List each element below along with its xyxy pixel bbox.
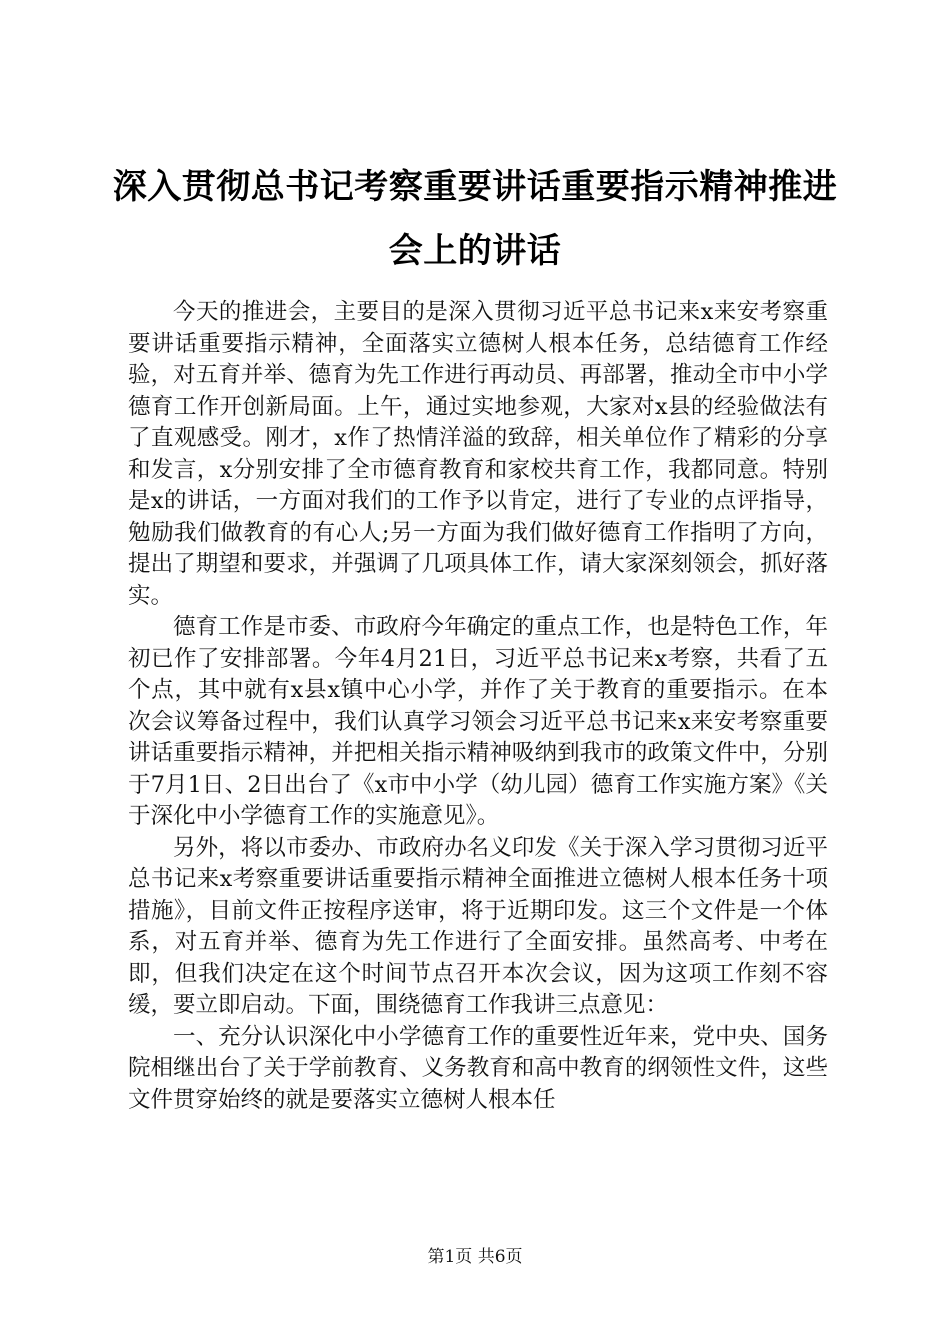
- paragraph: 另外，将以市委办、市政府办名义印发《关于深入学习贯彻习近平总书记来x考察重要讲话重要指示精神全面推进立德树人根本任务十项措施》，目前文件正按程序送审，将于近期印发。这三个文件是一个体系，对五育并举、德育为先工作进行了全面安排。虽然高考、中考在即，但我们决定在这个时间节点召开本次会议，因为这项工作刻不容缓，要立即启动。下面，围绕德育工作我讲三点意见：: [128, 834, 828, 1018]
- document-title: 深入贯彻总书记考察重要讲话重要指示精神推进会上的讲话: [112, 167, 838, 271]
- page-footer: 第1页 共6页: [427, 1247, 523, 1267]
- paragraph: 一、充分认识深化中小学德育工作的重要性近年来，党中央、国务院相继出台了关于学前教育、义务教育和高中教育的纲领性文件，这些文件贯穿始终的就是要落实立德树人根本任: [128, 1023, 828, 1113]
- paragraph: 今天的推进会，主要目的是深入贯彻习近平总书记来x来安考察重要讲话重要指示精神，全面落实立德树人根本任务，总结德育工作经验，对五育并举、德育为先工作进行再动员、再部署，推动全市中小学德育工作开创新局面。上午，通过实地参观，大家对x县的经验做法有了直观感受。刚才，x作了热情洋溢的致辞，相关单位作了精彩的分享和发言，x分别安排了全市德育教育和家校共育工作，我都同意。特别是x的讲话，一方面对我们的工作予以肯定，进行了专业的点评指导，勉励我们做教育的有心人;另一方面为我们做好德育工作指明了方向，提出了期望和要求，并强调了几项具体工作，请大家深刻领会，抓好落实。: [128, 299, 828, 609]
- paragraph: 德育工作是市委、市政府今年确定的重点工作，也是特色工作，年初已作了安排部署。今年4月21日，习近平总书记来x考察，共看了五个点，其中就有x县x镇中心小学，并作了关于教育的重要指示。在本次会议筹备过程中，我们认真学习领会习近平总书记来x来安考察重要讲话重要指示精神，并把相关指示精神吸纳到我市的政策文件中，分别于7月1日、2日出台了《x市中小学（幼儿园）德育工作实施方案》《关于深化中小学德育工作的实施意见》。: [128, 614, 828, 829]
- document-body: [128, 297, 828, 1116]
